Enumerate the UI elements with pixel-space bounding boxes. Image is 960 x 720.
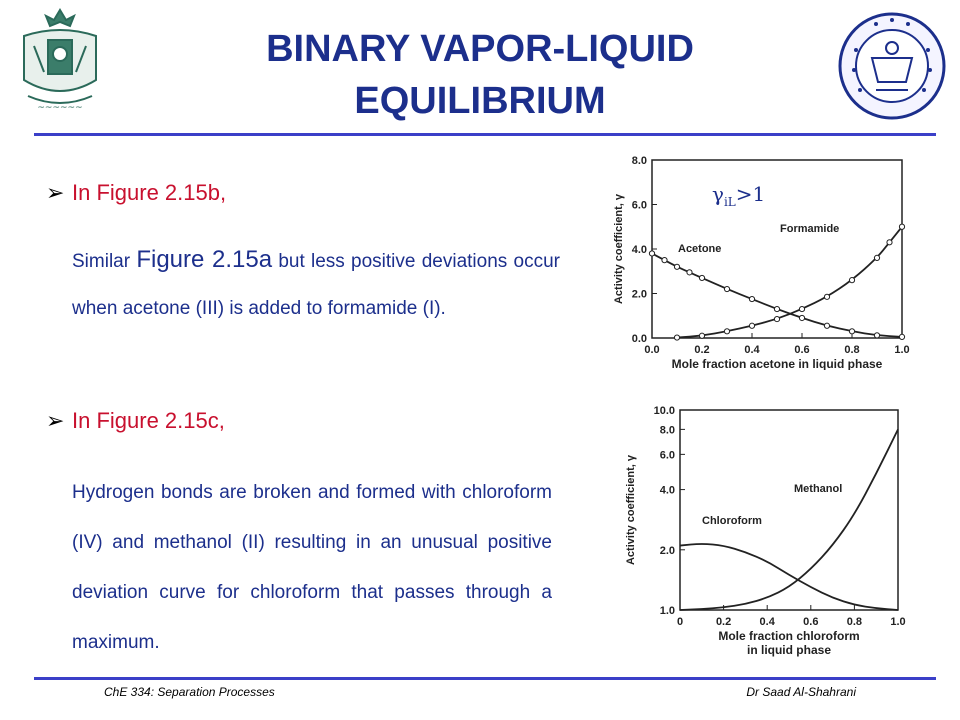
data-point — [699, 333, 704, 338]
header-divider — [34, 133, 936, 136]
slide-title-line1: BINARY VAPOR-LIQUID — [266, 28, 694, 70]
x-tick-label: 0.2 — [715, 616, 732, 628]
data-point — [674, 335, 679, 340]
data-point — [899, 224, 904, 229]
course-name: ChE 334: Separation Processes — [104, 685, 275, 699]
data-point — [774, 316, 779, 321]
paragraph-text: Similar — [72, 251, 137, 272]
x-axis-label: Mole fraction chloroform — [718, 629, 860, 643]
x-tick-label: 0.6 — [794, 344, 810, 356]
data-point — [699, 275, 704, 280]
gamma-condition: >1 — [735, 182, 766, 206]
data-point — [874, 255, 879, 260]
gamma-symbol: γ — [712, 182, 724, 206]
data-point — [899, 334, 904, 339]
x-tick-label: 0.8 — [846, 616, 863, 628]
data-point — [887, 240, 892, 245]
x-tick-label: 0.4 — [759, 616, 775, 628]
series-label: Methanol — [794, 483, 843, 495]
data-point — [649, 251, 654, 256]
figure-reference: Figure 2.15a — [136, 246, 273, 273]
university-logo — [14, 6, 106, 118]
x-tick-label: 0 — [676, 616, 684, 628]
arrow-bullet-icon: ➢ — [46, 180, 65, 205]
data-point — [674, 264, 679, 269]
series-label: Acetone — [678, 243, 722, 255]
x-tick-label: 0.8 — [844, 344, 860, 356]
y-tick-label: 4.0 — [631, 244, 647, 256]
paragraph-figure-c: Hydrogen bonds are broken and formed with chloroform (IV) and methanol (II) resulting in an unusual positive deviation curve for chloroform that passes through a maximum. — [72, 482, 552, 653]
series-label: Formamide — [780, 223, 840, 235]
gamma-subscript: iL — [723, 195, 736, 209]
series-line-acetone — [652, 253, 902, 336]
paragraph-text: but less positive deviations occur when acetone (III) is added to formamide (I). — [72, 251, 560, 319]
data-point — [874, 333, 879, 338]
department-seal — [836, 10, 948, 122]
arrow-bullet-icon: ➢ — [46, 408, 65, 433]
data-point — [849, 329, 854, 334]
x-axis-label: Mole fraction acetone in liquid phase — [671, 357, 883, 370]
author-name: Dr Saad Al-Shahrani — [746, 685, 856, 699]
chart-chloroform-methanol — [618, 396, 914, 674]
y-tick-label: 8.0 — [659, 424, 675, 437]
x-tick-label: 0.2 — [694, 344, 710, 356]
data-point — [799, 306, 804, 311]
x-tick-label: 1.0 — [894, 344, 910, 356]
y-axis-label: Activity coefficient, γ — [625, 454, 637, 566]
y-tick-label: 2.0 — [659, 544, 675, 557]
bullet-item — [46, 180, 226, 206]
y-tick-label: 8.0 — [631, 155, 647, 167]
data-point — [849, 278, 854, 283]
data-point — [662, 258, 667, 263]
x-tick-label: 0.4 — [744, 344, 760, 356]
y-tick-label: 4.0 — [659, 484, 675, 497]
paragraph-figure-b — [72, 236, 560, 332]
x-axis-label: in liquid phase — [746, 643, 832, 657]
y-tick-label: 1.0 — [659, 605, 675, 617]
data-point — [687, 270, 692, 275]
series-label: Chloroform — [702, 515, 762, 527]
data-point — [799, 315, 804, 320]
slide-title-line2: EQUILIBRIUM — [354, 80, 606, 122]
data-point — [824, 323, 829, 328]
svg-text:~~~~~~: ~~~~~~ — [37, 103, 83, 113]
data-point — [724, 286, 729, 291]
bullet-item — [46, 408, 225, 434]
gamma-annotation — [712, 182, 765, 209]
y-tick-label: 10.0 — [653, 405, 675, 417]
y-tick-label: 6.0 — [659, 449, 675, 462]
data-point — [824, 294, 829, 299]
x-tick-label: 0.6 — [803, 616, 819, 628]
bullet-label: In Figure 2.15b, — [72, 180, 227, 205]
data-point — [749, 296, 754, 301]
bullet-label: In Figure 2.15c, — [72, 408, 225, 433]
y-tick-label: 2.0 — [631, 288, 647, 301]
data-point — [774, 306, 779, 311]
series-line-chloroform — [680, 544, 898, 610]
footer-divider — [34, 677, 936, 680]
data-point — [724, 329, 729, 334]
x-tick-label: 0.0 — [644, 344, 660, 356]
y-axis-label: Activity coefficient, γ — [613, 193, 625, 305]
plot-frame — [680, 410, 898, 610]
y-tick-label: 6.0 — [631, 199, 647, 212]
y-tick-label: 0.0 — [631, 333, 647, 345]
x-tick-label: 1.0 — [890, 616, 906, 628]
data-point — [749, 323, 754, 328]
